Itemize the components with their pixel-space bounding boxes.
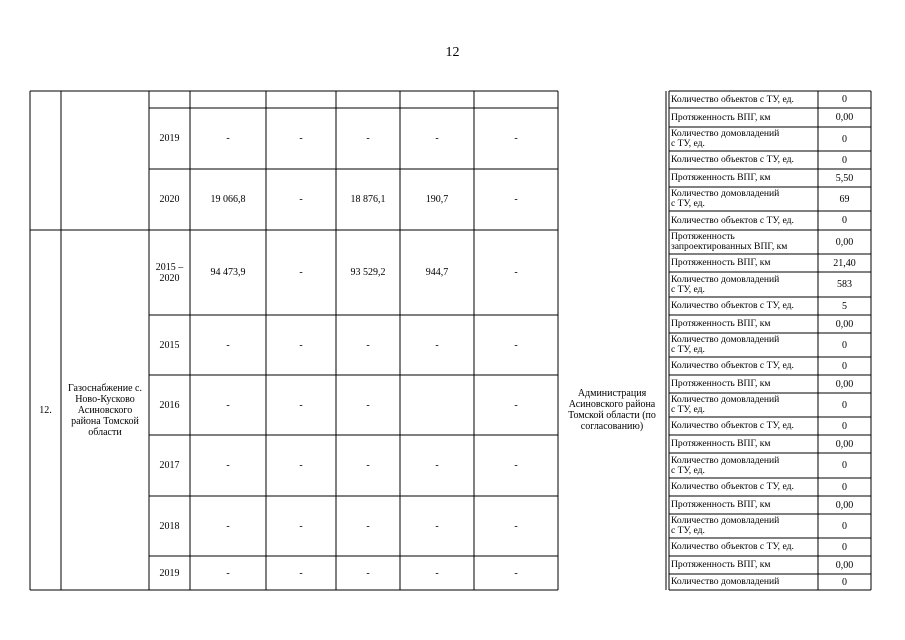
extra-cell: - (514, 194, 518, 205)
fed-cell: - (299, 339, 303, 351)
indicator-label: Количество объектов с ТУ, ед. (671, 360, 794, 371)
indicator-value: 0 (842, 481, 847, 493)
loc-cell: - (435, 520, 439, 532)
indicator-value: 0 (842, 520, 847, 532)
indicator-value: 583 (837, 279, 852, 290)
indicator-value: 0 (842, 154, 847, 166)
indicator-label: Количество домовладений с ТУ, ед. (671, 394, 780, 415)
indicator-label: Количество объектов с ТУ, ед. (671, 300, 794, 311)
indicator-label: Протяженность ВПГ, км (671, 499, 771, 510)
reg-cell: - (366, 399, 370, 411)
fed-cell: - (299, 520, 303, 532)
reg-cell: - (366, 520, 370, 532)
fed-cell: - (299, 460, 303, 471)
loc-cell: - (435, 567, 439, 579)
row-number: 12. (39, 404, 52, 416)
indicator-value: 0,00 (835, 236, 854, 248)
year-cell: 2015 – 2020 (155, 261, 184, 284)
year-cell: 2018 (159, 520, 180, 532)
executor-name: Администрация Асиновского района Томской области (по согласованию) (568, 388, 656, 432)
page-number: 12 (445, 45, 460, 60)
indicator-value: 0 (842, 94, 847, 105)
year-cell: 2015 (159, 339, 180, 351)
loc-cell (400, 375, 474, 435)
indicator-label: Количество объектов с ТУ, ед. (671, 541, 794, 552)
indicator-label: Количество домовладений с ТУ, ед. (671, 188, 780, 209)
loc-cell: - (435, 133, 439, 144)
total-cell: - (226, 133, 230, 144)
total-cell: - (226, 567, 230, 579)
reg-cell: - (366, 339, 370, 351)
indicator-label: Количество домовладений с ТУ, ед. (671, 273, 780, 295)
total-cell: - (226, 339, 230, 351)
indicator-value: 0,00 (835, 112, 854, 123)
extra-cell: - (514, 567, 518, 579)
reg-cell: - (366, 133, 370, 144)
indicator-label: Количество домовладений с ТУ, ед. (671, 334, 780, 355)
indicator-value: 0 (842, 360, 847, 372)
fed-cell: - (299, 194, 303, 205)
extra-cell: - (514, 460, 518, 471)
indicator-label: Количество домовладений с ТУ, ед. (671, 128, 780, 149)
indicator-value: 0 (842, 133, 847, 145)
total-cell: - (226, 399, 230, 411)
indicator-value: 0,00 (835, 438, 854, 450)
indicator-value: 0,00 (835, 318, 854, 330)
project-name: Газоснабжение с. Ново-Кусково Асиновского района Томской области (68, 382, 142, 438)
indicator-label: Количество объектов с ТУ, ед. (671, 420, 794, 431)
indicator-label: Количество объектов с ТУ, ед. (671, 154, 794, 165)
indicator-label: Протяженность ВПГ, км (671, 318, 771, 329)
total-cell: - (226, 460, 230, 471)
loc-cell: - (435, 460, 439, 471)
loc-cell: 190,7 (425, 194, 449, 205)
fed-cell: - (299, 567, 303, 579)
indicator-label: Протяженность ВПГ, км (671, 378, 771, 389)
indicator-value: 21,40 (833, 257, 856, 269)
extra-cell: - (514, 339, 518, 351)
indicator-value: 5 (842, 300, 847, 312)
indicator-value: 0 (842, 576, 847, 588)
indicator-value: 0,00 (835, 499, 854, 511)
year-cell: 2019 (159, 133, 180, 144)
extra-cell: - (514, 520, 518, 532)
reg-cell: - (366, 460, 370, 471)
indicator-value: 0 (842, 399, 847, 411)
year-cell: 2019 (159, 567, 180, 579)
reg-cell: 93 529,2 (350, 267, 386, 278)
year-cell: 2020 (159, 194, 180, 205)
indicator-label: Протяженность ВПГ, км (671, 438, 771, 449)
total-cell: - (226, 520, 230, 532)
indicator-value: 0,00 (835, 378, 854, 390)
reg-cell: - (366, 567, 370, 579)
indicator-label: Протяженность ВПГ, км (671, 559, 771, 570)
indicator-label: Протяженность ВПГ, км (671, 257, 771, 268)
reg-cell: 18 876,1 (350, 194, 386, 205)
indicator-value: 69 (839, 193, 850, 205)
indicator-value: 0 (842, 339, 847, 351)
extra-cell: - (514, 267, 518, 278)
indicator-label: Количество домовладений (671, 576, 780, 587)
indicator-label: Протяженность запроектированных ВПГ, км (671, 231, 788, 252)
extra-cell: - (514, 399, 518, 411)
fed-cell: - (299, 133, 303, 144)
total-cell: 94 473,9 (210, 267, 246, 278)
loc-cell: 944,7 (425, 267, 449, 278)
indicator-label: Количество объектов с ТУ, ед. (671, 214, 794, 226)
fed-cell: - (299, 399, 303, 411)
indicator-label: Количество объектов с ТУ, ед. (671, 481, 794, 492)
indicator-label: Протяженность ВПГ, км (671, 111, 771, 123)
indicator-value: 0,00 (835, 559, 854, 571)
year-cell: 2017 (159, 460, 180, 471)
year-cell: 2016 (159, 399, 180, 411)
indicator-value: 0 (842, 420, 847, 432)
indicator-label: Количество домовладений с ТУ, ед. (671, 515, 780, 536)
fed-cell: - (299, 267, 303, 278)
indicator-label: Количество домовладений с ТУ, ед. (671, 454, 780, 476)
indicator-value: 0 (842, 541, 847, 553)
indicator-value: 0 (842, 215, 847, 226)
loc-cell: - (435, 339, 439, 351)
extra-cell: - (514, 133, 518, 144)
indicator-value: 0 (842, 460, 847, 471)
indicator-value: 5,50 (835, 172, 854, 184)
indicator-label: Протяженность ВПГ, км (671, 172, 771, 183)
indicator-label: Количество объектов с ТУ, ед. (671, 93, 794, 105)
total-cell: 19 066,8 (210, 194, 246, 205)
